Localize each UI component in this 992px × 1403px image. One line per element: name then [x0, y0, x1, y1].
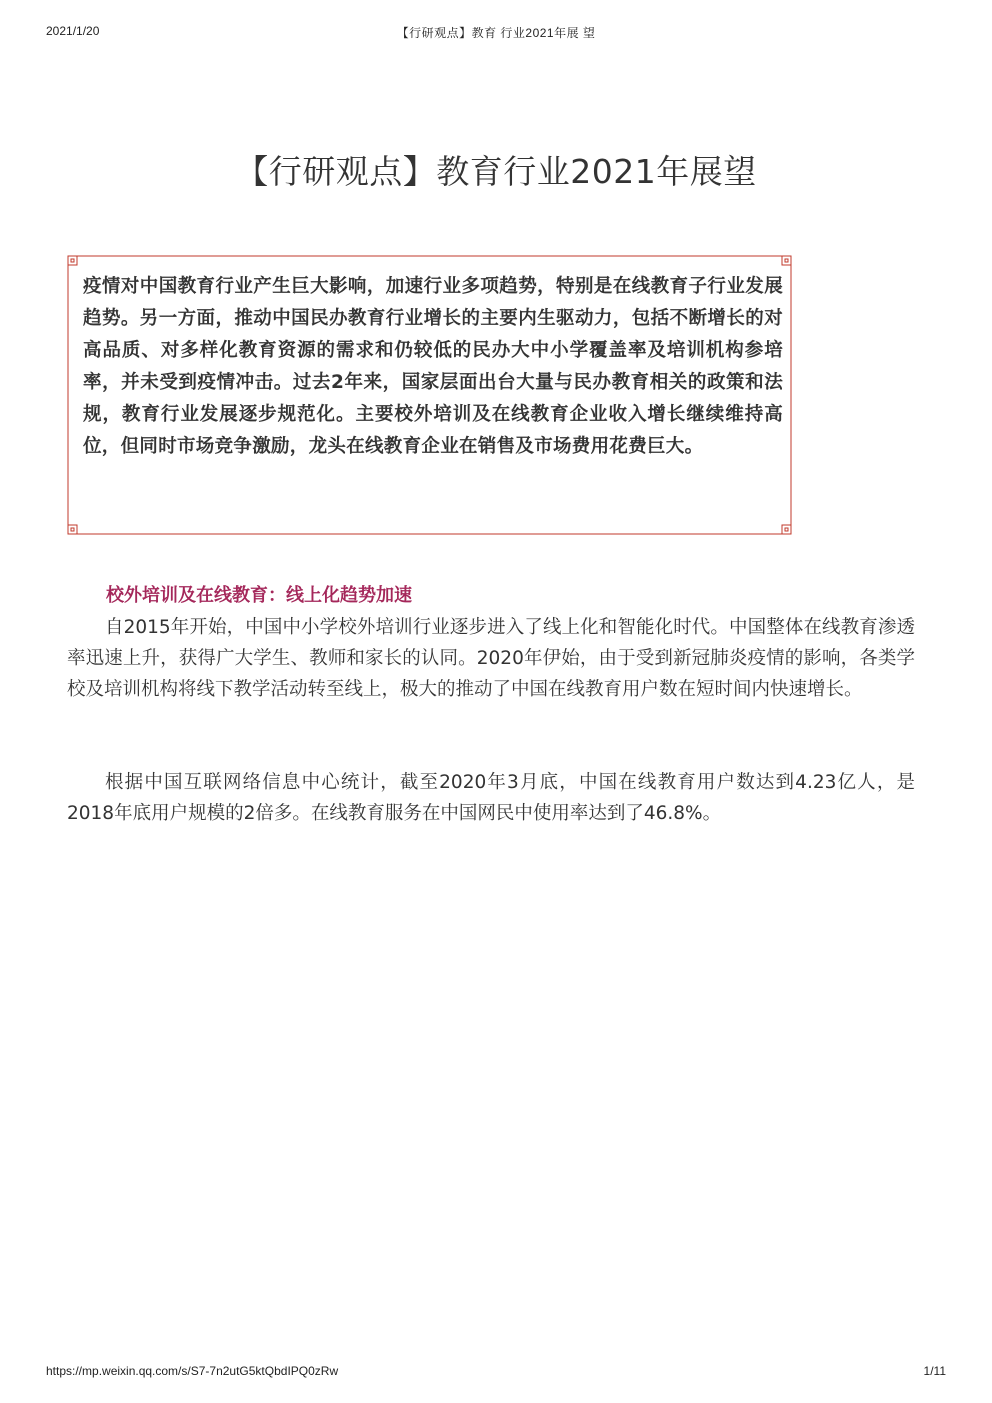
print-url: https://mp.weixin.qq.com/s/S7-7n2utG5ktQbdIPQ0zRw	[46, 1364, 339, 1378]
print-header	[0, 0, 992, 40]
summary-text: 疫情对中国教育行业产生巨大影响，加速行业多项趋势，特别是在线教育子行业发展趋势。另一方面，推动中国民办教育行业增长的主要内生驱动力，包括不断增长的对高品质、对多样化教育资源的需求和仍较低的民办大中小学覆盖率及培训机构参培率，并未受到疫情冲击。过去2年来，国家层面出台大量与民办教育相关的政策和法规，教育行业发展逐步规范化。主要校外培训及在线教育企业收入增长继续维持高位，但同时市场竞争激励，龙头在线教育企业在销售及市场费用花费巨大。	[83, 276, 783, 457]
section-heading: 校外培训及在线教育：线上化趋势加速	[106, 585, 412, 606]
body-paragraph-1: 自2015年开始，中国中小学校外培训行业逐步进入了线上化和智能化时代。中国整体在线教育渗透率迅速上升，获得广大学生、教师和家长的认同。2020年伊始，由于受到新冠肺炎疫情的影响，各类学校及培训机构将线下教学活动转至线上，极大的推动了中国在线教育用户数在短时间内快速增长。	[67, 617, 915, 700]
article-title: 【行研观点】教育行业2021年展望	[235, 152, 757, 191]
body-paragraph-2: 根据中国互联网络信息中心统计，截至2020年3月底，中国在线教育用户数达到4.23亿人，是2018年底用户规模的2倍多。在线教育服务在中国网民中使用率达到了46.8%。	[67, 772, 915, 824]
print-doc-title: 【行研观点】教育 行业2021年展 望	[396, 26, 596, 40]
print-date: 2021/1/20	[46, 24, 100, 38]
summary-box	[67, 255, 792, 535]
page-number: 1/11	[923, 1364, 946, 1378]
print-footer	[0, 1364, 992, 1394]
